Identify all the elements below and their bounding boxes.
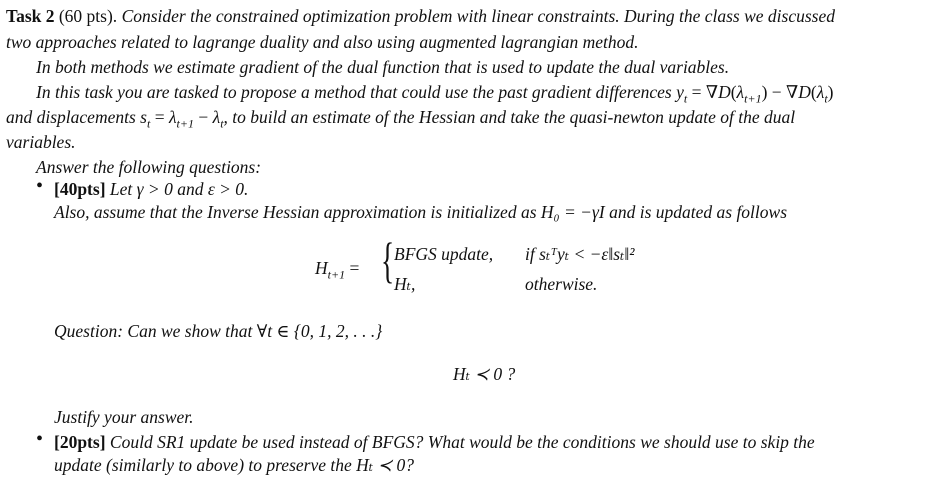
q2-line-1 [54, 430, 815, 455]
paragraph-dual-gradient: In both methods we estimate gradient of the dual function that is used to update the dual variables. [36, 57, 730, 77]
formula-s: $s_t = \lambda_{t+1} - \lambda_t$ [140, 107, 224, 131]
method-text-a: In this task you are tasked to propose a method that could use the past gradient differences [36, 82, 672, 102]
bullet-q2: • [36, 428, 44, 450]
piecewise-brace: { [381, 232, 395, 288]
q1-points: [40pts] [54, 179, 106, 199]
case-bfgs: BFGS update, [394, 244, 494, 264]
condition-otherwise: otherwise. [525, 274, 598, 294]
q2-text-1: Could SR1 update be used instead of BFGS? What would be the conditions we should use to skip the [109, 432, 815, 452]
q2-line-2: update (similarly to above) to preserve the Hₜ ≺ 0? [54, 455, 414, 475]
formula-y: $y_t = \nabla D(\lambda_{t+1}) - \nabla D(\lambda_t)$ [676, 82, 834, 106]
q1-question: Question: Can we show that ∀t ∈ {0, 1, 2, . . .} [54, 321, 383, 341]
q1-line-1 [54, 177, 248, 202]
task-heading: Task 2 [6, 6, 55, 26]
paragraph-method-line-3: variables. [6, 132, 76, 152]
paragraph-method-line-1 [36, 80, 833, 105]
q1-lead: Let γ > 0 and ε > 0. [109, 179, 249, 199]
method-text-b: and displacements [6, 107, 136, 127]
q1-claim: Hₜ ≺ 0 ? [453, 364, 516, 384]
paragraph-method-line-2 [6, 105, 795, 130]
q2-points: [20pts] [54, 432, 106, 452]
task-points: (60 pts). [58, 6, 118, 26]
q1-assumption: Also, assume that the Inverse Hessian approximation is initialized as H₀ = −γI and is updated as follows [54, 202, 788, 222]
condition-bfgs: if sₜᵀyₜ < −ε‖sₜ‖² [525, 244, 635, 264]
task-intro-line-2: two approaches related to lagrange duality and also using augmented lagrangian method. [6, 32, 639, 52]
case-keep: Hₜ, [394, 274, 416, 294]
task-intro-text-1: Consider the constrained optimization problem with linear constraints. During the class we discussed [121, 6, 835, 26]
bullet-q1: • [36, 175, 44, 197]
method-text-c: , to build an estimate of the Hessian and take the quasi-newton update of the dual [223, 107, 796, 127]
h-next-label: $H_{t+1}$ = [315, 258, 360, 282]
task-intro-line-1 [6, 4, 835, 29]
q1-justify: Justify your answer. [54, 407, 194, 427]
questions-intro: Answer the following questions: [36, 157, 262, 177]
